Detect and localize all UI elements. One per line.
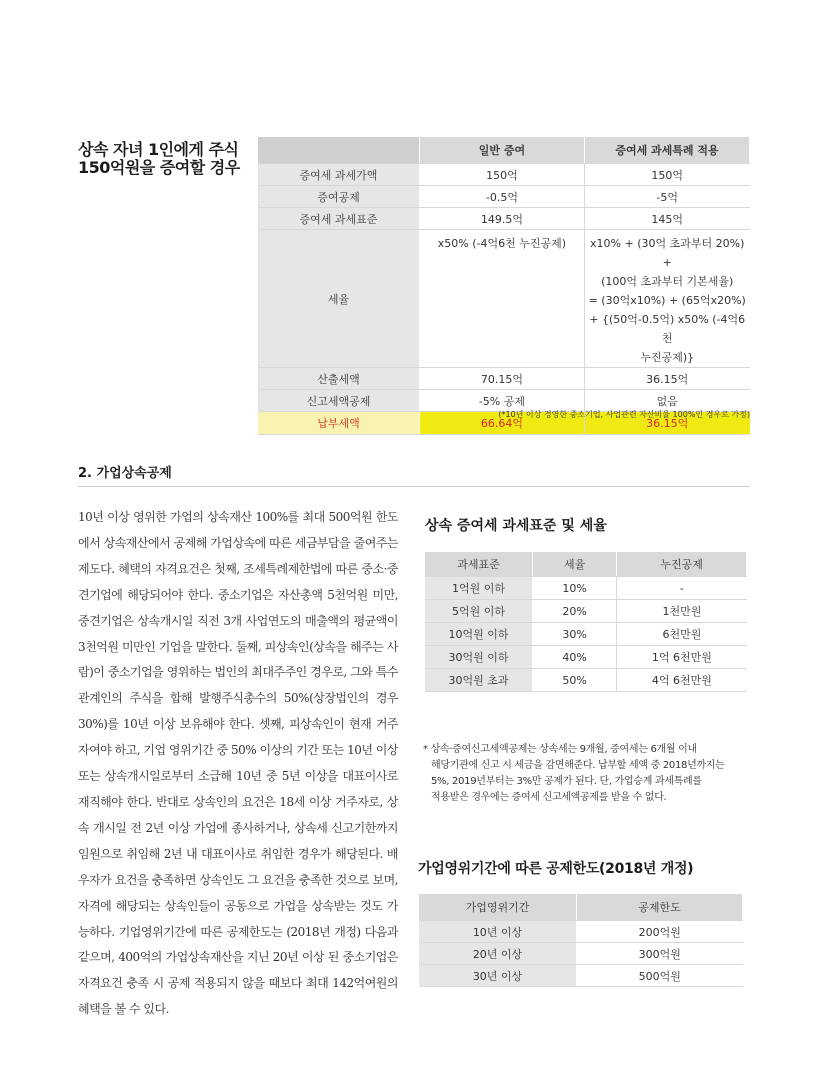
- table-cell: 10%: [532, 577, 616, 600]
- table-row: [425, 623, 747, 646]
- table-cell: 200억원: [577, 921, 743, 943]
- table-header-row: [425, 552, 747, 577]
- row-label: 증여세 과세가액: [258, 164, 419, 186]
- header-cell-general: 일반 증여: [419, 137, 584, 164]
- special-value: 145억: [584, 208, 749, 230]
- gift-tax-comparison-table: [258, 137, 750, 435]
- general-value: 150억: [419, 164, 584, 186]
- row-label: 증여공제: [258, 186, 419, 208]
- table-row: [258, 164, 750, 186]
- header-cell: 누진공제: [617, 552, 747, 577]
- table-row: [425, 669, 747, 692]
- row-label: 세율: [258, 230, 419, 368]
- section-divider: [78, 486, 750, 487]
- table-row: [425, 646, 747, 669]
- table-cell: 4억 6천만원: [617, 669, 747, 692]
- row-label: 납부세액: [258, 412, 419, 435]
- section-title: 2. 가업상속공제: [78, 466, 172, 481]
- deduction-limit-table: [419, 894, 743, 987]
- table-row: [419, 965, 743, 987]
- general-value: -5% 공제: [419, 390, 584, 412]
- section-body: 10년 이상 영위한 가업의 상속재산 100%를 최대 500억원 한도에서 상속재산에서 공제해 가업상속에 따른 세금부담을 줄여주는 제도다. 혜택의 자격요건은 첫째, 조세특례제한법에 따른 중소·중견기업에 해당되어야 한다. 중소기업은 자산총액 5천억원 미만, 중견기업은 상속개시일 직전 3개 사업연도의 매출액의 평균액이 3천억원 미만인 기업을 말한다. 둘째, 피상속인(상속을 해주는 사람)이 중소기업을 영위하는 법인의 최대주주인 경우로, 그와 특수관계인의 주식을 합해 발행주식총수의 50%(상장법인의 경우 30%)를 10년 이상 보유해야 한다. 셋째, 피상속인이 현재 거주자여야 하고, 기업 영위기간 중 50% 이상의 기간 또는 10년 이상 또는 상속개시일로부터 소급해 10년 중 5년 이상을 대표이사로 재직해야 한다. 반대로 상속인의 요건은 18세 이상 거주자로, 상속 개시일 전 2년 이상 가업에 종사하거나, 상속세 신고기한까지 임원으로 취임해 2년 내 대표이사로 취임한 경우가 해당된다. 배우자가 요건을 충족하면 상속인도 그 요건을 충족한 것으로 보며, 자격에 해당되는 상속인들이 공동으로 가업을 상속받는 것도 가능하다. 기업영위기간에 따른 공제한도는 (2018년 개정) 다음과 같으며, 400억의 가업상속재산을 지닌 20년 이상 된 중소기업은 자격요건 충족 시 공제 적용되지 않을 때보다 최대 142억여원의 혜택을 볼 수 있다.: [78, 510, 398, 1017]
- table-cell: 1천만원: [617, 600, 747, 623]
- special-value: [584, 230, 749, 368]
- table-cell: 5억원 이하: [425, 600, 532, 623]
- header-cell: 세율: [532, 552, 616, 577]
- special-rate-line: + {(50억-0.5억) x50% (-4억6천: [589, 313, 746, 345]
- note-line: 적용받은 경우에는 증여세 신고세액공제를 받을 수 없다.: [431, 792, 667, 803]
- case-title-line1: 상속 자녀 1인에게 주식: [78, 140, 239, 159]
- table-cell: 30억원 초과: [425, 669, 532, 692]
- note-line: 해당기관에 신고 시 세금을 감면해준다. 납부할 세액 중 2018년까지는: [431, 760, 725, 771]
- table-cell: 1억원 이하: [425, 577, 532, 600]
- special-value: 없음: [584, 390, 749, 412]
- header-cell: 과세표준: [425, 552, 532, 577]
- table-row-tax-rate: [258, 230, 750, 368]
- row-label: 산출세액: [258, 368, 419, 390]
- special-rate-line: = (30억x10%) + (65억x20%): [588, 294, 746, 307]
- special-value: 36.15억: [584, 368, 749, 390]
- table-row: [258, 208, 750, 230]
- table-cell: 30억원 이하: [425, 646, 532, 669]
- table-cell: 30년 이상: [419, 965, 577, 987]
- note-line: 5%, 2019년부터는 3%만 공제가 된다. 단, 가업승계 과세특례를: [431, 776, 702, 787]
- header-cell: 공제한도: [577, 894, 743, 921]
- general-value: -0.5억: [419, 186, 584, 208]
- comparison-footnote: (*10년 이상 경영한 중소기업, 사업관련 자산비율 100%인 경우로 가정): [498, 410, 750, 419]
- table-row: [425, 600, 747, 623]
- table-row: [258, 186, 750, 208]
- header-cell: 가업영위기간: [419, 894, 577, 921]
- filing-deduction-note: [423, 742, 751, 806]
- tax-rate-table-title: 상속 증여세 과세표준 및 세율: [425, 518, 607, 534]
- table-row: [258, 368, 750, 390]
- tax-rate-table: [425, 552, 747, 692]
- table-header-row: [419, 894, 743, 921]
- table-cell: -: [617, 577, 747, 600]
- table-header-row: [258, 137, 750, 164]
- special-rate-line: (100억 초과부터 기본세율): [601, 275, 734, 288]
- row-label: 신고세액공제: [258, 390, 419, 412]
- deduction-table-title: 가업영위기간에 따른 공제한도(2018년 개정): [418, 861, 694, 877]
- table-cell: 6천만원: [617, 623, 747, 646]
- special-value: 150억: [584, 164, 749, 186]
- special-value: -5억: [584, 186, 749, 208]
- table-cell: 1억 6천만원: [617, 646, 747, 669]
- case-title-line2: 150억원을 증여할 경우: [78, 158, 240, 177]
- row-label: 증여세 과세표준: [258, 208, 419, 230]
- general-value: x50% (-4억6천 누진공제): [419, 230, 584, 368]
- table-cell: 500억원: [577, 965, 743, 987]
- table-cell: 40%: [532, 646, 616, 669]
- table-cell: 300억원: [577, 943, 743, 965]
- table-row: [419, 921, 743, 943]
- general-value: 66.64억: [419, 412, 584, 435]
- header-cell: [258, 137, 419, 164]
- special-rate-line: x10% + (30억 초과부터 20%) +: [590, 237, 745, 269]
- note-line: * 상속·증여신고세액공제는 상속세는 9개월, 증여세는 6개월 이내: [423, 744, 697, 755]
- table-cell: 50%: [532, 669, 616, 692]
- special-rate-line: 누진공제)}: [640, 351, 695, 364]
- general-value: 70.15억: [419, 368, 584, 390]
- header-cell-special: 증여세 과세특례 적용: [584, 137, 749, 164]
- table-row: [425, 577, 747, 600]
- table-cell: 20%: [532, 600, 616, 623]
- general-value: 149.5억: [419, 208, 584, 230]
- table-cell: 10억원 이하: [425, 623, 532, 646]
- table-row: [419, 943, 743, 965]
- table-cell: 20년 이상: [419, 943, 577, 965]
- special-value: 36.15억: [584, 412, 749, 435]
- table-cell: 10년 이상: [419, 921, 577, 943]
- case-title: [78, 141, 240, 177]
- table-cell: 30%: [532, 623, 616, 646]
